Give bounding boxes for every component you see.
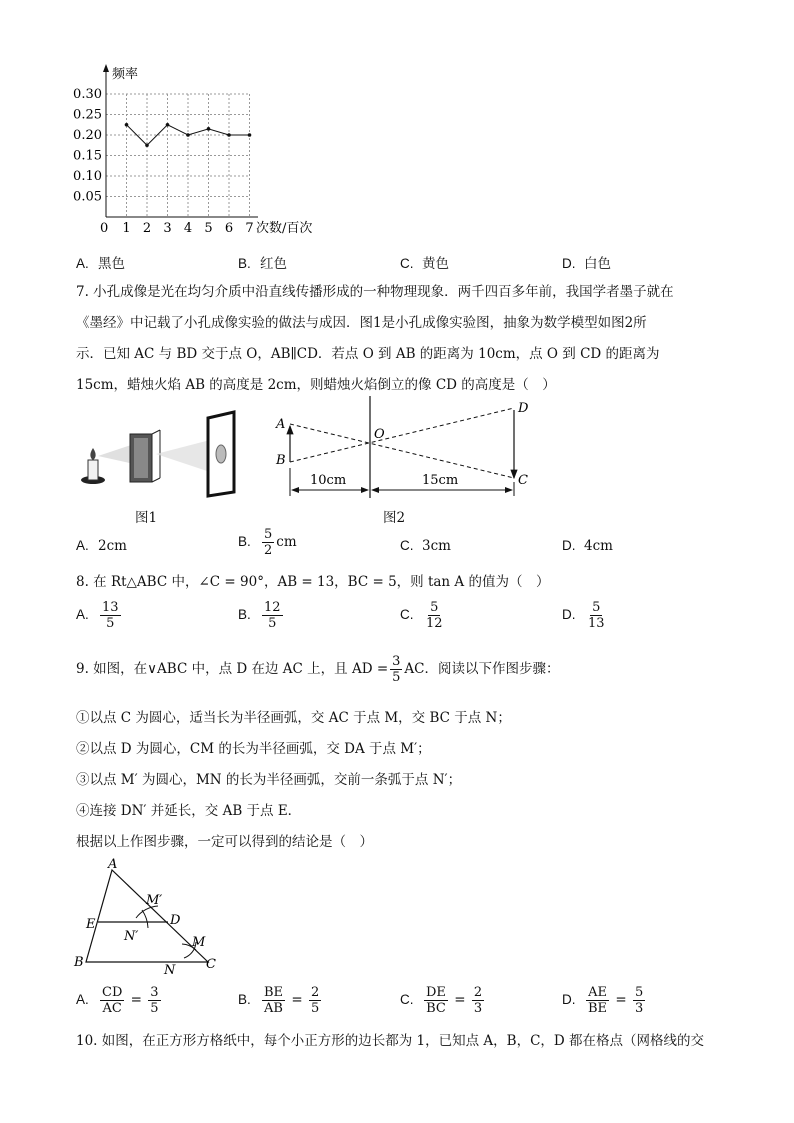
denominator: BE [588,1001,608,1016]
x-tick-label: 3 [163,221,172,236]
data-point [145,143,149,147]
fraction [309,985,321,1016]
label-C: C [206,957,216,972]
y-tick-label: 0.05 [73,189,102,205]
label-M-prime: M′ [146,893,163,908]
q6-option-b[interactable] [238,252,287,272]
q8-option-a[interactable] [76,600,123,631]
numerator: 5 [430,600,439,615]
numerator: 12 [264,600,281,615]
label-A: A [276,417,286,432]
label-D: D [170,913,181,928]
fraction [633,985,645,1016]
q8-stem: 8. 在 Rt△ABC 中，∠C = 90°，AB = 13，BC = 5，则 tan A 的值为（ ） [76,574,550,590]
label-E: E [86,917,96,932]
q9-option-b[interactable]: B. $\frac{BE}{AB}$ = $\frac{2}{5}$ [238,985,320,1016]
y-axis-label: 频率 [112,67,139,82]
option-label: D. [562,992,576,1007]
q10-line-1: 10. 如图，在正方形方格纸中，每个小正方形的边长都为 1，已知点 A，B，C，D 都在格点（网格线的交 [76,1033,705,1049]
x-tick-label: 1 [122,221,131,236]
option-label: C. [400,256,414,271]
option-text: 白色 [584,256,611,272]
x-tick-label: 4 [183,221,193,236]
numerator: 2 [473,985,483,1000]
y-tick-label: 0.10 [73,169,102,184]
label-N: N [164,963,176,978]
option-text: 黑色 [98,256,125,272]
x-tick-label: 2 [142,221,152,236]
q6-option-d[interactable] [562,252,611,272]
y-tick-label: 0.20 [73,128,102,143]
y-tick-label: 0.15 [73,148,102,164]
y-tick-label: 0.25 [73,107,102,123]
denominator: AB [264,1001,283,1016]
q7-line-1: 7. 小孔成像是光在均匀介质中沿直线传播形成的一种物理现象．两千四百多年前，我国学者墨子就在 [76,284,674,300]
denominator: 5 [392,670,401,685]
q9-stem-post: AC．阅读以下作图步骤： [404,661,560,677]
q6-option-a[interactable] [76,252,125,272]
numerator: AE [588,985,607,1000]
fig1-caption: 图1 [135,510,158,526]
option-text: 红色 [260,256,287,272]
option-text: 黄色 [422,256,449,272]
option-label: C. [400,538,414,553]
denominator: 3 [473,1001,483,1016]
data-point [125,123,129,127]
fig2-caption: 图2 [383,510,406,526]
q9-step-3: ③以点 M′ 为圆心，MN 的长为半径画弧，交前一条弧于点 N′； [76,772,462,788]
fraction [424,985,448,1016]
denominator: 5 [268,616,277,631]
label-C: C [518,473,528,488]
fraction [262,985,285,1016]
light-beam [98,444,134,464]
q7-option-d[interactable] [562,538,613,554]
q9-option-c[interactable]: C. $\frac{DE}{BC}$ = $\frac{2}{3}$ [400,985,483,1016]
denominator: 2 [264,543,273,558]
q8-option-c[interactable] [400,600,447,631]
q7-option-c[interactable] [400,538,451,554]
numerator: 3 [150,985,159,1000]
option-label: D. [562,256,576,271]
fraction [262,600,283,631]
q7-line-2: 《墨经》中记载了小孔成像实验的做法与成因．图1是小孔成像实验图，抽象为数学模型如图2所 [76,315,647,331]
data-point [227,133,231,137]
pinhole-board-icon [130,430,160,482]
q9-stem-pre: 9. 如图，在∨ABC 中，点 D 在边 AC 上，且 AD = [76,661,389,677]
numerator: 5 [264,527,273,542]
fraction [586,600,607,631]
option-text: 3cm [422,538,451,554]
unit: cm [276,534,297,550]
option-label: B. [238,534,251,549]
label-N-prime: N′ [124,929,139,944]
data-point [207,127,211,131]
option-label: A. [76,607,89,622]
screen-icon [208,412,234,496]
option-label: D. [562,538,576,553]
q9-step-1: ①以点 C 为圆心，适当长为半径画弧，交 AC 于点 M，交 BC 于点 N； [76,710,511,726]
denominator: 5 [106,616,115,631]
q8-option-d[interactable] [562,600,609,631]
x-axis-label: 次数/百次 [256,221,313,236]
pinhole-model-figure [270,396,540,506]
q7-line-4: 15cm，蜡烛火焰 AB 的高度是 2cm，则蜡烛火焰倒立的像 CD 的高度是（ ） [76,377,556,393]
numerator: 5 [592,600,601,615]
triangle-construction-figure [72,858,232,978]
option-label: B. [238,992,251,1007]
option-label: A. [76,256,89,271]
origin-label: 0 [100,221,109,236]
q9-step-4: ④连接 DN′ 并延长，交 AB 于点 E． [76,803,302,819]
option-label: A. [76,538,89,553]
q9-question: 根据以上作图步骤，一定可以得到的结论是（ ） [76,834,373,850]
numerator: 13 [102,600,119,615]
denominator: 13 [588,616,605,631]
distance-15cm: 15cm [422,473,459,488]
data-point [248,133,252,137]
x-tick-label: 6 [224,221,234,236]
denominator: BC [426,1001,446,1016]
option-text: 2cm [98,538,127,554]
q9-step-2: ②以点 D 为圆心，CM 的长为半径画弧，交 DA 于点 M′； [76,741,431,757]
option-label: B. [238,256,251,271]
denominator: 5 [150,1001,159,1016]
option-label: C. [400,992,414,1007]
q9-option-d[interactable]: D. $\frac{AE}{BE}$ = $\frac{5}{3}$ [562,985,644,1016]
denominator: 12 [426,616,443,631]
option-text: 4cm [584,538,613,554]
fraction [390,654,402,685]
option-label: C. [400,607,414,622]
q9-option-a[interactable]: A. $\frac{CD}{AC}$ = $\frac{3}{5}$ [76,985,159,1016]
q7-line-3: 示．已知 AC 与 BD 交于点 O，AB∥CD．若点 O 到 AB 的距离为 10cm，点 O 到 CD 的距离为 [76,346,660,362]
label-D: D [518,401,529,416]
numerator: 3 [392,654,401,669]
fraction [472,985,484,1016]
denominator: 5 [310,1001,320,1016]
y-tick-label: 0.30 [73,87,102,102]
label-B: B [276,453,286,468]
data-point [166,123,170,127]
q7-option-b[interactable] [238,527,297,558]
fraction [100,600,121,631]
x-tick-label: 7 [245,221,254,236]
q6-option-c[interactable] [400,252,449,272]
numerator: 5 [634,985,644,1000]
label-A: A [108,858,118,872]
label-O: O [374,427,385,442]
distance-10cm: 10cm [310,473,347,488]
frequency-chart [70,60,340,240]
option-label: A. [76,992,89,1007]
numerator: CD [102,985,123,1000]
numerator: DE [426,985,446,1000]
fraction [262,527,274,558]
label-B: B [74,955,84,970]
projection-beam [156,440,210,472]
pinhole-experiment-figure [76,410,246,500]
numerator: 2 [310,985,320,1000]
q8-option-b[interactable] [238,600,285,631]
denominator: 3 [634,1001,644,1016]
q9-stem [76,654,560,685]
denominator: AC [102,1001,122,1016]
numerator: BE [264,985,284,1000]
option-label: B. [238,607,251,622]
x-tick-label: 5 [204,221,213,236]
data-point [186,133,190,137]
option-label: D. [562,607,576,622]
fraction [100,985,124,1016]
fraction [424,600,445,631]
fraction [586,985,609,1016]
q7-option-a[interactable] [76,538,127,554]
candle-icon [81,448,105,484]
fraction [148,985,160,1016]
label-M: M [192,935,206,950]
